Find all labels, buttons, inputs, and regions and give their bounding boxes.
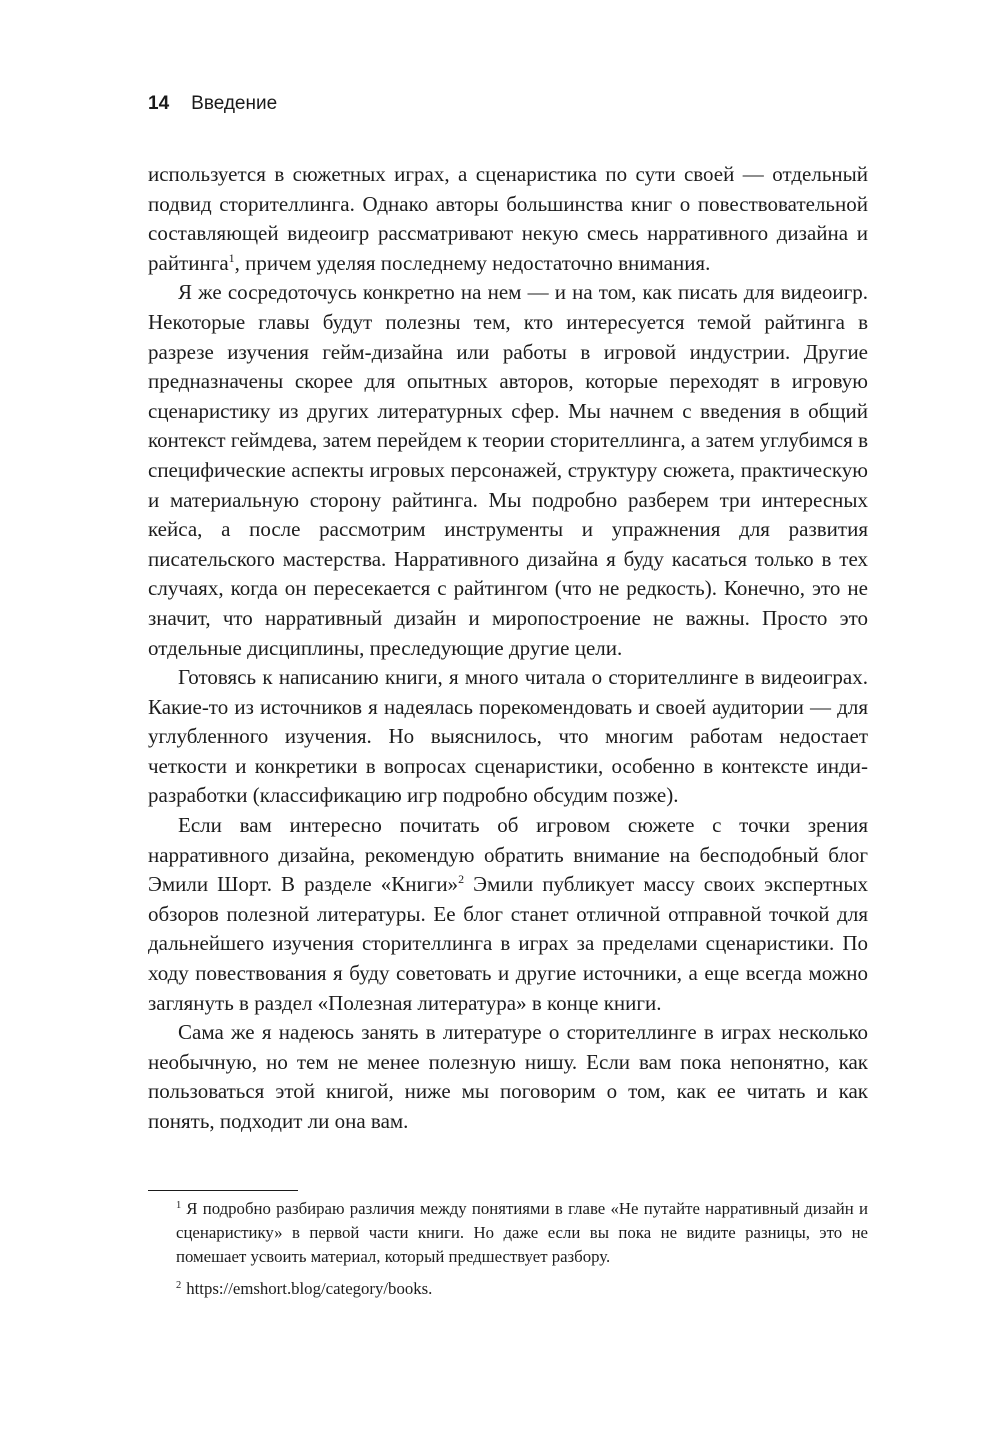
- footnote-divider: [148, 1190, 298, 1191]
- footnote-mark-2: 2: [176, 1280, 182, 1291]
- paragraph-1: используется в сюжетных играх, а сценаристика по сути своей — отдельный подвид сторителлинга. Однако авторы большинства книг о повествовательной составляющей видеоигр рассматривают некую смесь нарративного дизайна и райтинга$^1$, причем уделяя последнему недостаточно внимания.: [148, 162, 868, 275]
- paragraph-2: Я же сосредоточусь конкретно на нем — и на том, как писать для видеоигр. Некоторые главы будут полезны тем, кто интересуется темой райтинга в разрезе изучения гейм-дизайна или работы в игровой индустрии. Другие предназначены скорее для опытных авторов, которые переходят в игровую сценаристику из других литературных сфер. Мы начнем с введения в общий контекст геймдева, затем перейдем к теории сторителлинга, а затем углубимся в специфические аспекты игровых персонажей, структуру сюжета, практическую и материальную сторону райтинга. Мы подробно разберем три интересных кейса, а после рассмотрим инструменты и упражнения для развития писательского мастерства. Нарративного дизайна я буду касаться только в тех случаях, когда он пересекается с райтингом (что не редкость). Конечно, это не значит, что нарративный дизайн и миропостроение не важны. Просто это отдельные дисциплины, преследующие другие цели.: [148, 280, 868, 660]
- footnote-ref-1[interactable]: 1: [228, 250, 235, 265]
- footnote-ref-2[interactable]: 2: [458, 872, 465, 887]
- running-head: [148, 90, 277, 118]
- paragraph-5: Сама же я надеюсь занять в литературе о сторителлинге в играх несколько необычную, но тем не менее полезную нишу. Если вам пока непонятно, как пользоваться этой книгой, ниже мы поговорим о том, как ее читать и как понять, подходит ли она вам.: [148, 1020, 868, 1133]
- main-text: [148, 160, 868, 1137]
- footnote-link[interactable]: https://emshort.blog/category/books.: [186, 1279, 433, 1298]
- paragraph-4: Если вам интересно почитать об игровом сюжете с точки зрения нарративного дизайна, рекомендую обратить внимание на бесподобный блог Эмили Шорт. В разделе «Книги»$^2$ Эмили публикует массу своих экспертных обзоров полезной литературы. Ее блог станет отличной отправной точкой для дальнейшего изучения сторителлинга в играх за пределами сценаристики. По ходу повествования я буду советовать и другие источники, а еще всегда можно заглянуть в раздел «Полезная литература» в конце книги.: [148, 813, 869, 1015]
- paragraph-3: Готовясь к написанию книги, я много читала о сторителлинге в видеоиграх. Какие-то из источников я надеялась порекомендовать и своей аудитории — для углубленного изучения. Но выяснилось, что многим работам недостает четкости и конкретики в вопросах сценаристики, особенно в контексте инди-разработки (классификацию игр подробно обсудим позже).: [148, 665, 868, 808]
- footnote-2: [176, 1277, 868, 1301]
- footnote-1: [176, 1197, 868, 1269]
- footnote-text-1: Я подробно разбираю различия между понятиями в главе «Не путайте нарративный дизайн и сценаристику» в первой части книги. Но даже если вы пока не видите разницы, это не помешает усвоить материал, который предшествует разбору.: [176, 1199, 868, 1266]
- footnotes: [176, 1197, 868, 1309]
- section-title: Введение: [191, 93, 278, 114]
- footnote-mark-1: 1: [176, 1200, 182, 1211]
- page-number: 14: [148, 93, 170, 114]
